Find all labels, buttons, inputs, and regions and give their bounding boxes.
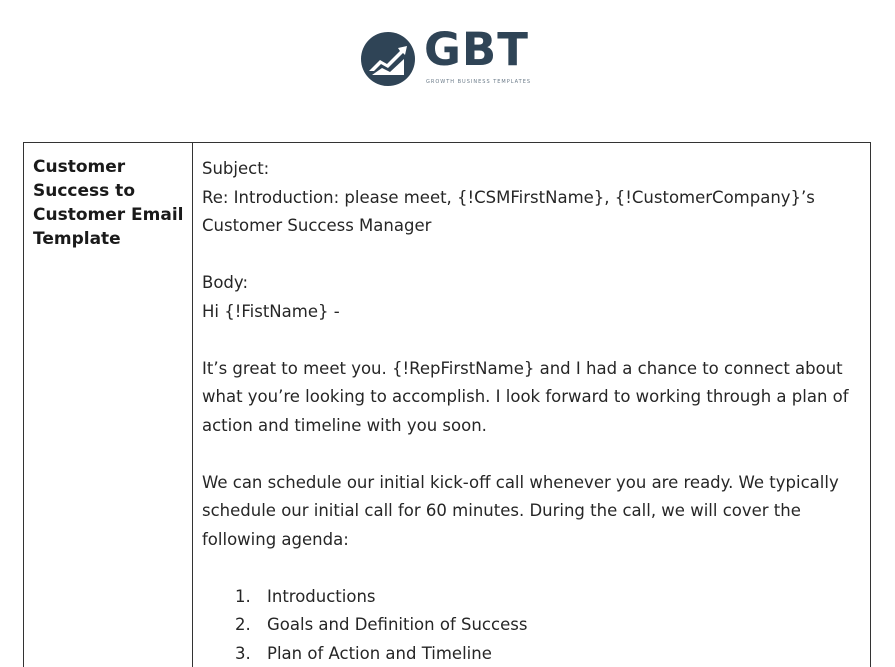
growth-chart-logo-icon	[360, 31, 416, 87]
gbt-logo	[360, 23, 540, 91]
agenda-item-text: Introductions	[267, 586, 376, 606]
logo-wordmark: GBT	[424, 23, 529, 76]
greeting-text: Hi {!FistName} -	[202, 301, 340, 321]
agenda-list	[202, 583, 860, 667]
body-paragraph-1: It’s great to meet you. {!RepFirstName} and I had a chance to connect about what you’re looking to accomplish. I look forward to working through a plan of action and timeline with you soon.	[202, 358, 849, 435]
list-item	[235, 611, 860, 640]
template-label: Customer Success to Customer Email Template	[33, 157, 184, 249]
agenda-item-text: Goals and Definition of Success	[267, 615, 528, 634]
agenda-item-number: 1.	[235, 586, 251, 606]
agenda-item-number: 3.	[235, 643, 251, 663]
body-paragraph-2: We can schedule our initial kick-off call whenever you are ready. We typically schedule our initial call for 60 minutes. During the call, we will cover the following agenda:	[202, 472, 839, 549]
template-label-cell	[24, 143, 193, 667]
list-item	[235, 583, 860, 612]
subject-text: Re: Introduction: please meet, {!CSMFirstName}, {!CustomerCompany}’s Customer Success Manager	[202, 187, 815, 235]
logo-tagline: GROWTH BUSINESS TEMPLATES	[426, 79, 532, 85]
agenda-item-text: Plan of Action and Timeline	[267, 643, 492, 663]
subject-label: Subject:	[202, 159, 270, 178]
template-content-cell	[193, 143, 870, 667]
agenda-item-number: 2.	[235, 615, 251, 634]
list-item	[235, 640, 860, 667]
body-label: Body:	[202, 273, 249, 292]
template-table	[23, 142, 871, 667]
